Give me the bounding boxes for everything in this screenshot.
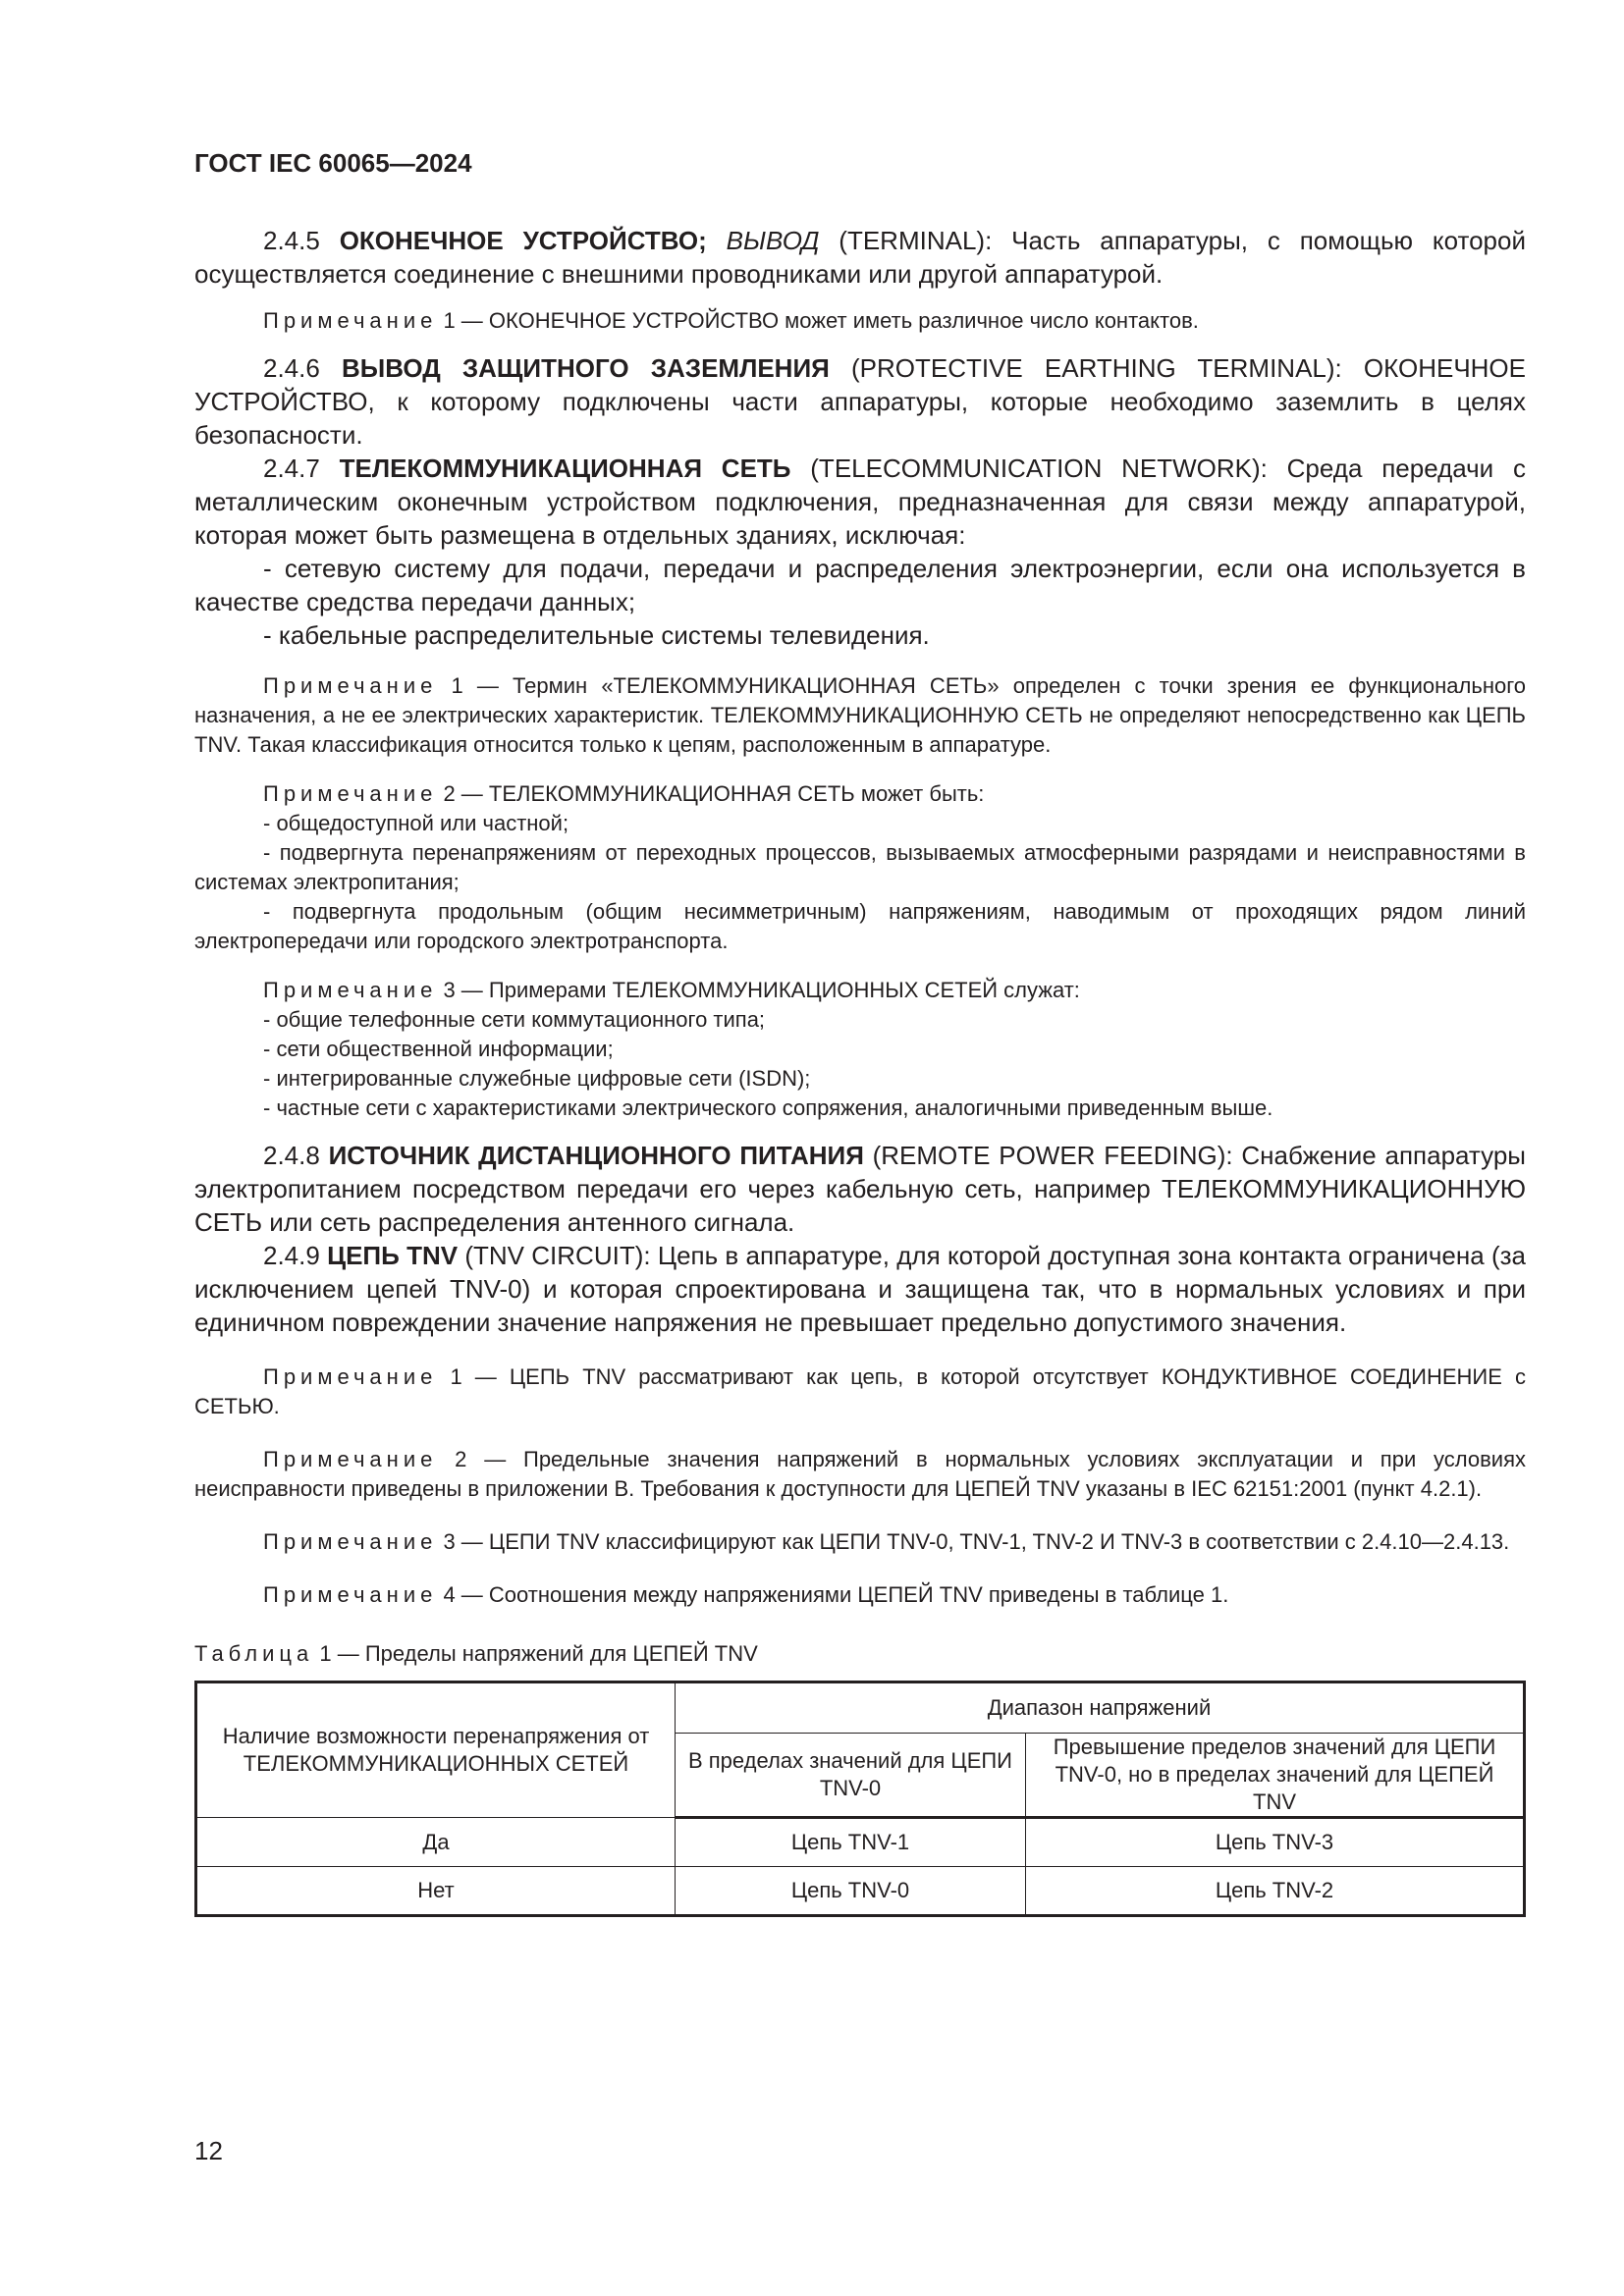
note-2-4-7-3 xyxy=(194,976,1526,1005)
clause-term: ОКОНЕЧНОЕ УСТРОЙСТВО; xyxy=(339,226,707,255)
table-cell: Цепь TNV-0 xyxy=(676,1867,1026,1916)
table-row xyxy=(196,1818,1525,1867)
note-text: 2 — ТЕЛЕКОММУНИКАЦИОННАЯ СЕТЬ может быть: xyxy=(437,781,985,806)
list-item: - интегрированные служебные цифровые сети (ISDN); xyxy=(263,1066,811,1091)
clause-term: ВЫВОД ЗАЩИТНОГО ЗАЗЕМЛЕНИЯ xyxy=(341,353,830,383)
note-2-4-7-1 xyxy=(194,671,1526,760)
col1-header: Наличие возможности перенапряжения от ТЕЛЕКОММУНИКАЦИОННЫХ СЕТЕЙ xyxy=(196,1682,676,1818)
clause-text: (TERMINAL): Часть аппаратуры, с помощью которой осуществляется соединение с внешними проводниками или другой аппаратурой. xyxy=(194,226,1526,289)
clause-2-4-5 xyxy=(194,224,1526,291)
clause-number: 2.4.7 xyxy=(263,454,340,483)
note-text: 1 — ЦЕПЬ TNV рассматривают как цепь, в которой отсутствует КОНДУКТИВНОЕ СОЕДИНЕНИЕ с СЕТЬЮ. xyxy=(194,1364,1526,1418)
note-text: 1 — ОКОНЕЧНОЕ УСТРОЙСТВО может иметь различное число контактов. xyxy=(437,308,1199,333)
list-item: - подвергнута продольным (общим несимметричным) напряжениям, наводимым от проходящих рядом линий электропередачи или городского электротранспорта. xyxy=(194,899,1526,953)
clause-number: 2.4.9 xyxy=(263,1241,328,1270)
col3-header: Превышение пределов значений для ЦЕПИ TNV-0, но в пределах значений для ЦЕПЕЙ TNV xyxy=(1026,1734,1525,1818)
clause-number: 2.4.5 xyxy=(263,226,340,255)
list-item: - общие телефонные сети коммутационного типа; xyxy=(263,1007,766,1032)
clause-term: ТЕЛЕКОММУНИКАЦИОННАЯ СЕТЬ xyxy=(339,454,791,483)
table-header-row xyxy=(196,1682,1525,1734)
tnv-limits-table xyxy=(194,1681,1526,1917)
note-label: Примечание xyxy=(263,1447,438,1471)
note-2-4-7-2 xyxy=(194,779,1526,809)
document-body xyxy=(194,224,1526,1917)
clause-term-alt: ВЫВОД xyxy=(726,226,820,255)
note-label: Примечание xyxy=(263,1364,438,1389)
note-text: 3 — ЦЕПИ TNV классифицируют как ЦЕПИ TNV-0, TNV-1, TNV-2 И TNV-3 в соответствии с 2.4.10—2.4.13. xyxy=(437,1529,1510,1554)
table-caption xyxy=(194,1639,1526,1669)
col2-header: В пределах значений для ЦЕПИ TNV-0 xyxy=(676,1734,1026,1818)
list-item: - подвергнута перенапряжениям от переходных процессов, вызываемых атмосферными разрядами и неисправностями в системах электропитания; xyxy=(194,840,1526,894)
note-label: Примечание xyxy=(263,781,438,806)
table-cell: Цепь TNV-1 xyxy=(676,1818,1026,1867)
clause-number: 2.4.8 xyxy=(263,1141,329,1170)
list-item: - частные сети с характеристиками электрического сопряжения, аналогичными приведенным выше. xyxy=(263,1095,1273,1120)
note-2-4-9-2 xyxy=(194,1445,1526,1504)
group-header: Диапазон напряжений xyxy=(676,1682,1525,1734)
list-item: - сети общественной информации; xyxy=(263,1037,614,1061)
table-caption-text: 1 — Пределы напряжений для ЦЕПЕЙ TNV xyxy=(313,1641,758,1666)
page-number: 12 xyxy=(194,2136,223,2165)
clause-2-4-7 xyxy=(194,452,1526,552)
note-label: Примечание xyxy=(263,1529,438,1554)
clause-term: ИСТОЧНИК ДИСТАНЦИОННОГО ПИТАНИЯ xyxy=(328,1141,864,1170)
table-cell: Да xyxy=(196,1818,676,1867)
clause-term: ЦЕПЬ TNV xyxy=(327,1241,459,1270)
clause-2-4-6 xyxy=(194,351,1526,452)
clause-text: (TNV CIRCUIT): Цепь в аппаратуре, для которой доступная зона контакта ограничена (за исключением цепей TNV-0) и которая спроектирована и защищена так, что в нормальных условиях и при единичном повреждении значение напряжения не превышает предельно допустимого значения. xyxy=(194,1241,1526,1337)
table-row xyxy=(196,1867,1525,1916)
list-item: - кабельные распределительные системы телевидения. xyxy=(263,620,930,650)
note-2-4-9-1 xyxy=(194,1362,1526,1421)
document-header: ГОСТ IEC 60065—2024 xyxy=(194,148,472,178)
clause-2-4-9 xyxy=(194,1239,1526,1339)
clause-number: 2.4.6 xyxy=(263,353,342,383)
clause-text: (PROTECTIVE EARTHING TERMINAL): ОКОНЕЧНОЕ УСТРОЙСТВО, к которому подключены части аппаратуры, которые необходимо заземлить в целях безопасности. xyxy=(194,353,1526,450)
table-cell: Цепь TNV-3 xyxy=(1026,1818,1525,1867)
table-cell: Нет xyxy=(196,1867,676,1916)
note-label: Примечание xyxy=(263,978,438,1002)
note-2-4-9-3 xyxy=(194,1527,1526,1557)
note-text: 3 — Примерами ТЕЛЕКОММУНИКАЦИОННЫХ СЕТЕЙ служат: xyxy=(437,978,1080,1002)
note-2-4-9-4 xyxy=(194,1580,1526,1610)
table-cell: Цепь TNV-2 xyxy=(1026,1867,1525,1916)
clause-text: (TELECOMMUNICATION NETWORK): Среда передачи с металлическим оконечным устройством подключения, предназначенная для связи между аппаратурой, которая может быть размещена в отдельных зданиях, исключая: xyxy=(194,454,1526,550)
clause-text: (REMOTE POWER FEEDING): Снабжение аппаратуры электропитанием посредством передачи его через кабельную сеть, например ТЕЛЕКОММУНИКАЦИОННУЮ СЕТЬ или сеть распределения антенного сигнала. xyxy=(194,1141,1526,1237)
table-caption-label: Таблица xyxy=(194,1641,314,1666)
note-text: 1 — Термин «ТЕЛЕКОММУНИКАЦИОННАЯ СЕТЬ» определен с точки зрения ее функционального назначения, а не ее электрических характеристик. ТЕЛЕКОММУНИКАЦИОННУЮ СЕТЬ не определяют непосредственно как ЦЕПЬ TNV. Такая классификация относится только к цепям, расположенным в аппаратуре. xyxy=(194,673,1526,757)
note-label: Примечание xyxy=(263,673,438,698)
list-item: - общедоступной или частной; xyxy=(263,811,569,835)
note-2-4-5-1 xyxy=(194,306,1526,336)
note-text: 2 — Предельные значения напряжений в нормальных условиях эксплуатации и при условиях неисправности приведены в приложении В. Требования к доступности для ЦЕПЕЙ TNV указаны в IEC 62151:2001 (пункт 4.2.1). xyxy=(194,1447,1526,1501)
clause-2-4-8 xyxy=(194,1139,1526,1239)
note-label: Примечание xyxy=(263,308,438,333)
note-text: 4 — Соотношения между напряжениями ЦЕПЕЙ TNV приведены в таблице 1. xyxy=(437,1582,1229,1607)
note-label: Примечание xyxy=(263,1582,438,1607)
list-item: - сетевую систему для подачи, передачи и распределения электроэнергии, если она используется в качестве средства передачи данных; xyxy=(194,554,1526,616)
